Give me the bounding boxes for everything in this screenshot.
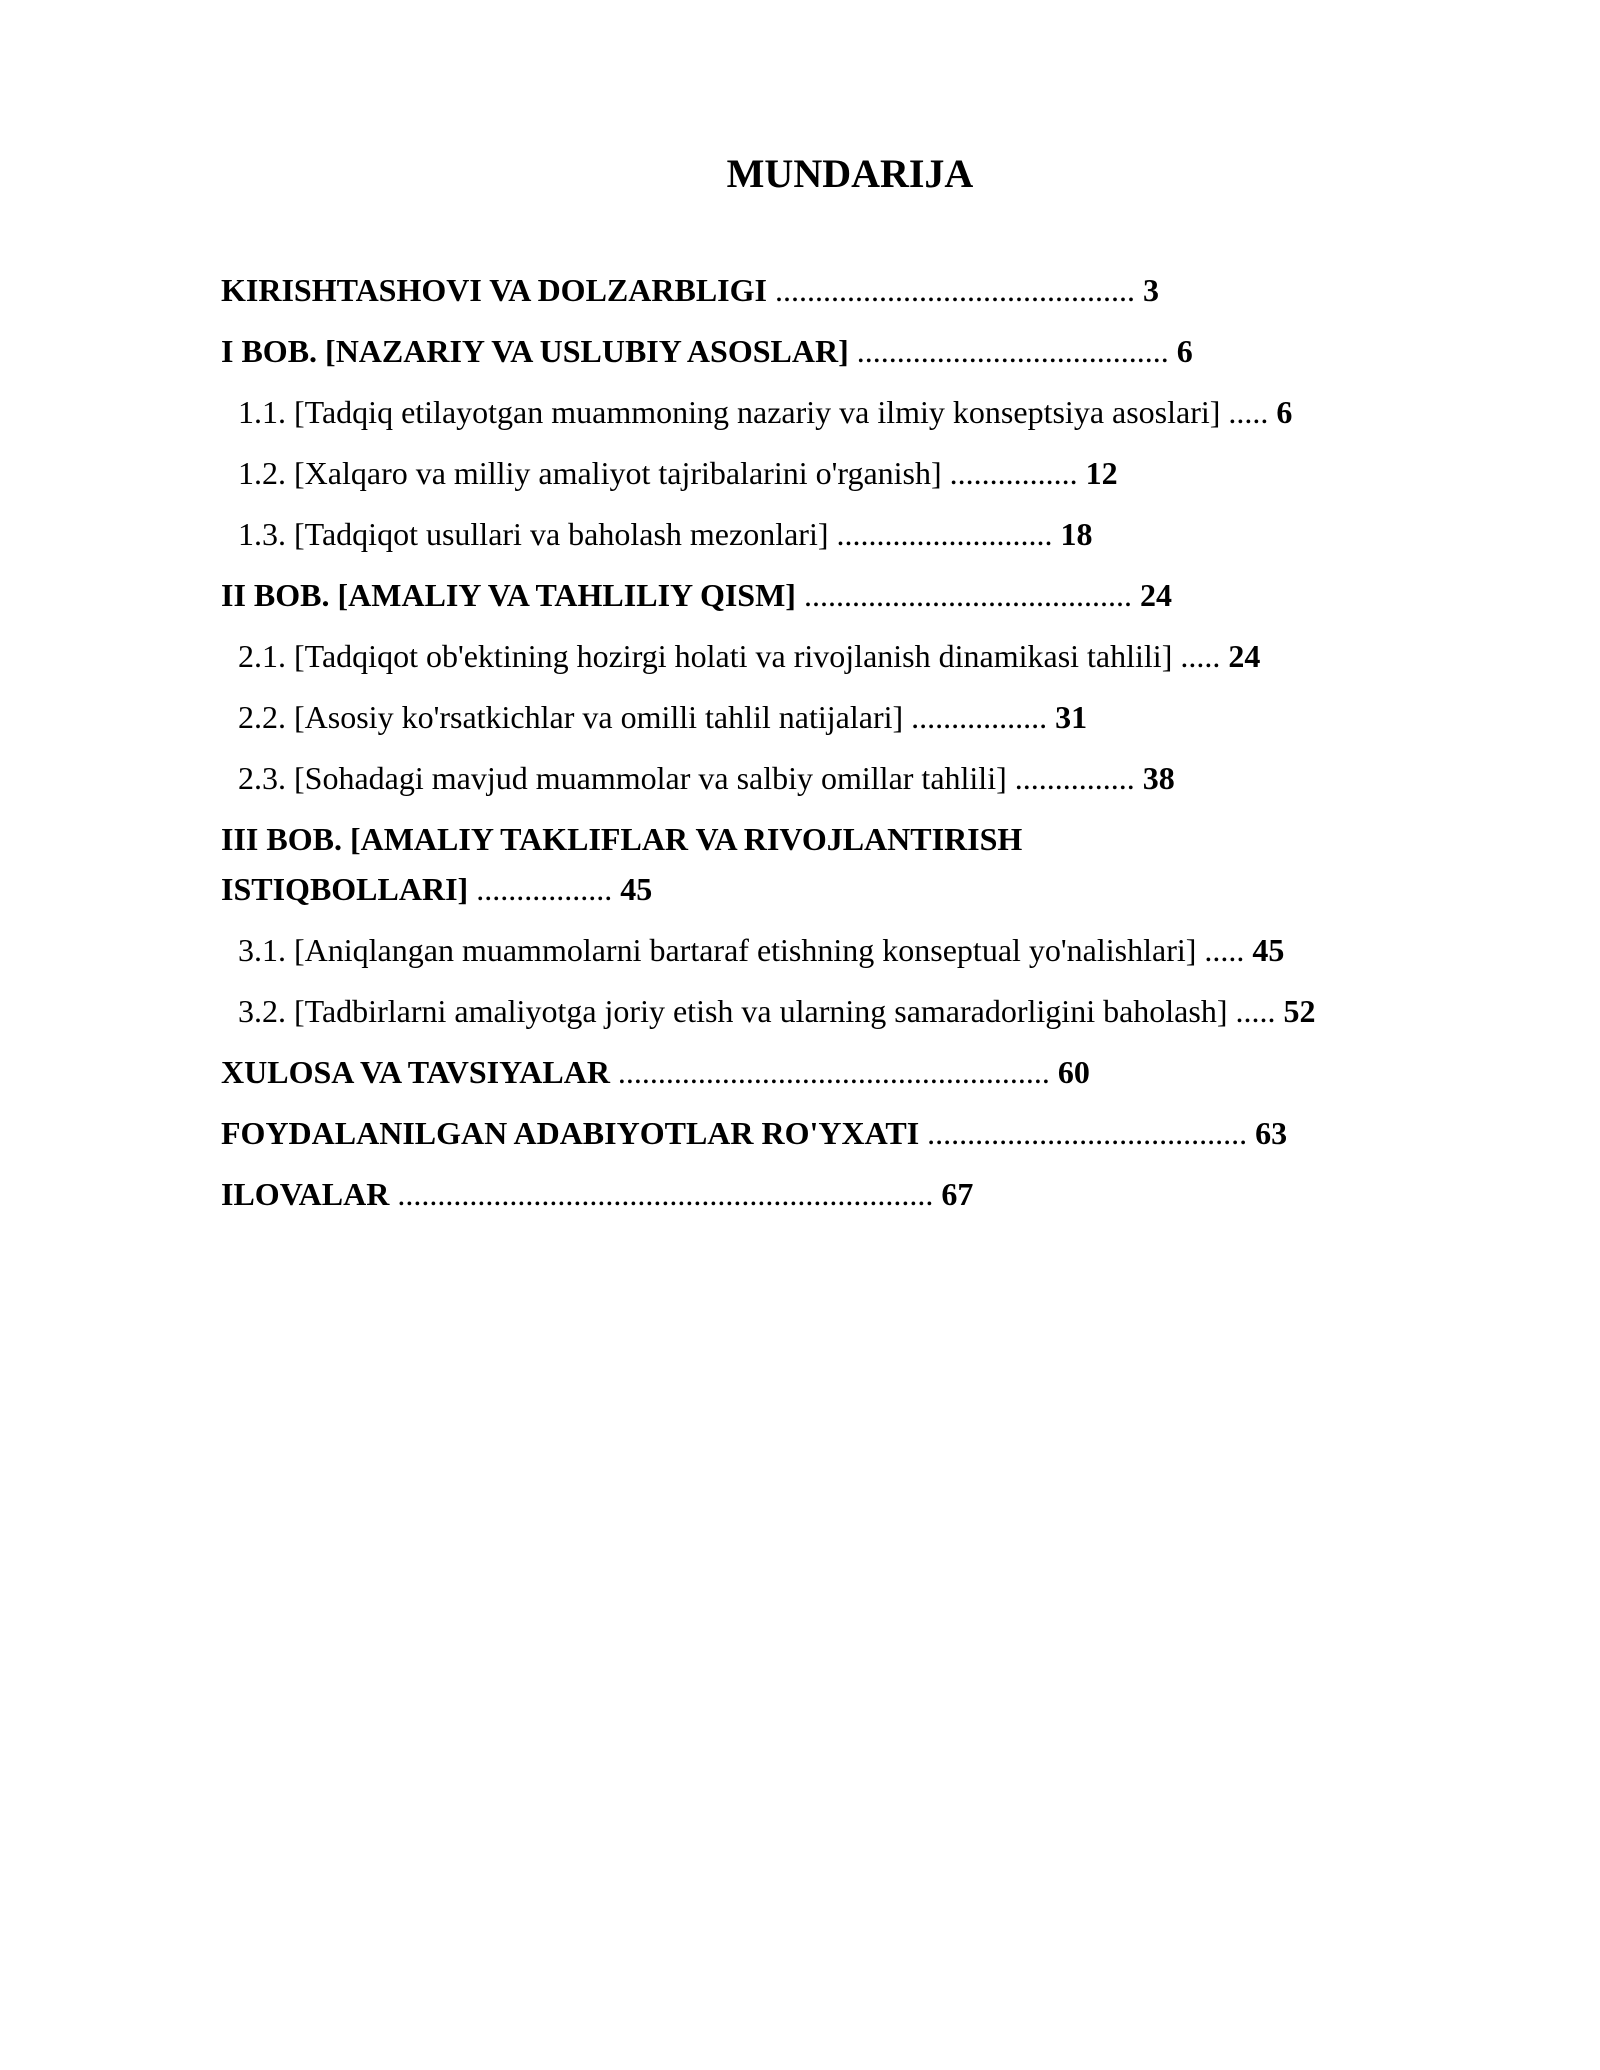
toc-entry-chapter-1 — [221, 326, 1401, 376]
toc-entry-title: 1.2. [Xalqaro va milliy amaliyot tajribalarini o'rganish] — [238, 455, 942, 491]
toc-entry-chapter-2 — [221, 570, 1401, 620]
page-title: MUNDARIJA — [726, 151, 974, 196]
toc-entry-introduction — [221, 265, 1401, 315]
toc-page-number: 12 — [1085, 455, 1118, 491]
toc-entry-chapter-3 — [221, 814, 1101, 914]
toc-entry-title: 1.1. [Tadqiq etilayotgan muammoning nazariy va ilmiy konseptsiya asoslari] — [238, 394, 1221, 430]
toc-leader-dots: ................ — [941, 455, 1086, 491]
toc-leader-dots: ............... — [1006, 760, 1143, 796]
toc-leader-dots: ......................................... — [795, 577, 1140, 613]
toc-leader-dots: ..... — [1220, 394, 1277, 430]
toc-leader-dots: ..... — [1172, 638, 1229, 674]
toc-page-number: 52 — [1283, 993, 1316, 1029]
table-of-contents — [221, 265, 1401, 1230]
toc-leader-dots: ........................... — [828, 516, 1061, 552]
toc-leader-dots: ..... — [1227, 993, 1284, 1029]
toc-page-number: 67 — [941, 1176, 974, 1212]
toc-entry-title: 2.2. [Asosiy ko'rsatkichlar va omilli tahlil natijalari] — [238, 699, 904, 735]
toc-entry-title: I BOB. [NAZARIY VA USLUBIY ASOSLAR] — [221, 333, 849, 369]
toc-entry-title: 2.3. [Sohadagi mavjud muammolar va salbiy omillar tahlili] — [238, 760, 1007, 796]
toc-entry-section-2-2 — [221, 692, 1401, 742]
toc-entry-title: 2.1. [Tadqiqot ob'ektining hozirgi holati va rivojlanish dinamikasi tahlili] — [238, 638, 1173, 674]
toc-entry-section-3-1 — [221, 925, 1401, 975]
toc-entry-section-2-1 — [221, 631, 1401, 681]
toc-entry-section-1-3 — [221, 509, 1401, 559]
toc-page-number: 6 — [1176, 333, 1193, 369]
toc-entry-title: 1.3. [Tadqiqot usullari va baholash mezonlari] — [238, 516, 829, 552]
toc-page-number: 60 — [1057, 1054, 1090, 1090]
toc-entry-title: III BOB. [AMALIY TAKLIFLAR VA RIVOJLANTIRISH ISTIQBOLLARI] — [221, 821, 1023, 907]
toc-page-number: 3 — [1142, 272, 1159, 308]
toc-page-number: 45 — [620, 871, 653, 907]
toc-page-number: 24 — [1228, 638, 1261, 674]
toc-page-number: 24 — [1139, 577, 1172, 613]
toc-page-number: 18 — [1060, 516, 1093, 552]
toc-entry-title: ILOVALAR — [221, 1176, 390, 1212]
toc-leader-dots: ............................................. — [766, 272, 1143, 308]
toc-entry-references — [221, 1108, 1401, 1158]
toc-entry-conclusion — [221, 1047, 1401, 1097]
toc-page-number: 45 — [1252, 932, 1285, 968]
toc-entry-section-3-2 — [221, 986, 1401, 1036]
toc-entry-section-2-3 — [221, 753, 1401, 803]
toc-entry-section-1-1 — [221, 387, 1401, 437]
toc-entry-title: KIRISHTASHOVI VA DOLZARBLIGI — [221, 272, 767, 308]
toc-leader-dots: ...................................................... — [609, 1054, 1058, 1090]
toc-page-number: 38 — [1142, 760, 1175, 796]
toc-entry-title: 3.1. [Aniqlangan muammolarni bartaraf etishning konseptual yo'nalishlari] — [238, 932, 1197, 968]
toc-leader-dots: ................................................................... — [389, 1176, 942, 1212]
toc-leader-dots: ................. — [468, 871, 621, 907]
toc-leader-dots: ....................................... — [848, 333, 1177, 369]
toc-page-number: 63 — [1255, 1115, 1288, 1151]
toc-page-number: 6 — [1276, 394, 1293, 430]
toc-leader-dots: ..... — [1196, 932, 1253, 968]
toc-entry-title: XULOSA VA TAVSIYALAR — [221, 1054, 610, 1090]
toc-entry-title: II BOB. [AMALIY VA TAHLILIY QISM] — [221, 577, 796, 613]
toc-entry-section-1-2 — [221, 448, 1401, 498]
toc-entry-appendices — [221, 1169, 1401, 1219]
toc-entry-title: FOYDALANILGAN ADABIYOTLAR RO'YXATI — [221, 1115, 920, 1151]
toc-leader-dots: ................. — [903, 699, 1056, 735]
toc-leader-dots: ........................................ — [919, 1115, 1256, 1151]
toc-entry-title: 3.2. [Tadbirlarni amaliyotga joriy etish va ularning samaradorligini baholash] — [238, 993, 1228, 1029]
toc-page-number: 31 — [1055, 699, 1088, 735]
